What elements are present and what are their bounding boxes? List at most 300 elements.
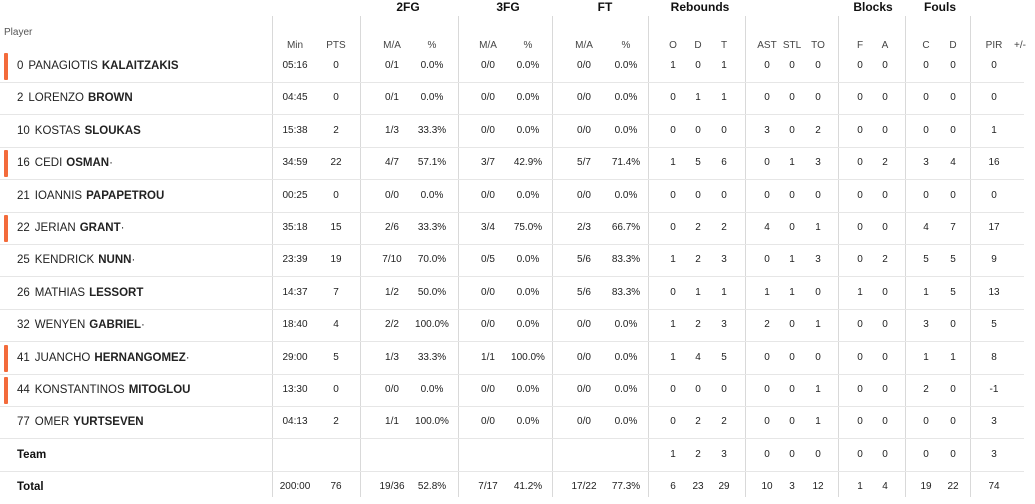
player-first-name: MATHIAS xyxy=(34,287,86,299)
column-header-reb-t[interactable]: T xyxy=(720,40,728,51)
cell-blk-f: 0 xyxy=(857,319,863,330)
cell-3fg-pct: 0.0% xyxy=(516,384,540,395)
cell-min: 14:37 xyxy=(282,287,308,298)
cell-2fg-ma: 0/0 xyxy=(385,384,399,395)
cell-reb-t: 3 xyxy=(721,319,727,330)
cell-ft-ma: 0/0 xyxy=(577,384,591,395)
cell-reb-d: 2 xyxy=(695,319,701,330)
player-last-name: PAPAPETROU xyxy=(86,190,165,202)
cell-3fg-ma: 0/0 xyxy=(481,60,495,71)
cell-pir: 1 xyxy=(991,125,997,136)
cell-min: 35:18 xyxy=(282,222,308,233)
column-header-reb-d[interactable]: D xyxy=(694,40,702,51)
cell-to: 0 xyxy=(815,449,821,460)
cell-min: 05:16 xyxy=(282,60,308,71)
cell-foul-d: 7 xyxy=(950,222,956,233)
cell-ft-pct xyxy=(604,439,648,471)
cell-reb-o: 0 xyxy=(670,190,676,201)
cell-min: 13:30 xyxy=(282,384,308,395)
cell-stl: 0 xyxy=(789,222,795,233)
cell-2fg-pct: 52.8% xyxy=(417,481,447,492)
cell-foul-c: 1 xyxy=(923,352,929,363)
cell-pir: 74 xyxy=(988,481,1000,492)
cell-reb-t: 6 xyxy=(721,157,727,168)
cell-blk-a: 0 xyxy=(882,319,888,330)
cell-3fg-ma: 0/0 xyxy=(481,125,495,136)
cell-pts: 0 xyxy=(333,384,339,395)
cell-ast: 0 xyxy=(764,92,770,103)
player-first-name: LORENZO xyxy=(28,92,84,104)
cell-min: 200:00 xyxy=(279,481,311,492)
column-header-stl[interactable]: STL xyxy=(782,40,802,51)
player-last-name: GRANT xyxy=(79,222,121,234)
cell-pir: 3 xyxy=(991,416,997,427)
cell-blk-f: 0 xyxy=(857,92,863,103)
cell-2fg-pct: 100.0% xyxy=(415,319,449,330)
cell-blk-a: 0 xyxy=(882,125,888,136)
cell-to: 1 xyxy=(815,222,821,233)
cell-blk-f: 0 xyxy=(857,254,863,265)
cell-3fg-pct: 0.0% xyxy=(516,319,540,330)
cell-reb-o: 0 xyxy=(670,384,676,395)
cell-reb-d: 0 xyxy=(695,384,701,395)
cell-foul-c: 3 xyxy=(923,319,929,330)
cell-stl: 0 xyxy=(789,384,795,395)
player-name[interactable] xyxy=(17,180,164,212)
cell-3fg-pct: 0.0% xyxy=(516,125,540,136)
cell-to: 1 xyxy=(815,319,821,330)
cell-ft-pct: 83.3% xyxy=(611,254,641,265)
cell-2fg-ma: 0/1 xyxy=(385,92,399,103)
cell-stl: 0 xyxy=(789,416,795,427)
cell-ft-ma: 0/0 xyxy=(577,92,591,103)
player-row[interactable] xyxy=(0,180,1024,213)
cell-blk-a: 2 xyxy=(882,254,888,265)
cell-2fg-pct: 33.3% xyxy=(417,352,447,363)
cell-2fg-pct: 70.0% xyxy=(417,254,447,265)
column-header-foul-d[interactable]: D xyxy=(949,40,957,51)
cell-foul-d: 5 xyxy=(950,254,956,265)
cell-ft-ma: 0/0 xyxy=(577,190,591,201)
cell-stl: 3 xyxy=(789,481,795,492)
cell-2fg-pct: 100.0% xyxy=(415,416,449,427)
cell-3fg-ma: 3/7 xyxy=(481,157,495,168)
cell-blk-f: 0 xyxy=(857,190,863,201)
cell-foul-d: 0 xyxy=(950,125,956,136)
player-number: 26 xyxy=(17,287,30,299)
player-last-name: MITOGLOU xyxy=(128,384,191,396)
cell-2fg-pct: 0.0% xyxy=(420,190,444,201)
player-mark: · xyxy=(185,352,190,364)
cell-reb-t: 1 xyxy=(721,287,727,298)
cell-ast: 10 xyxy=(761,481,773,492)
player-row[interactable] xyxy=(0,277,1024,310)
cell-3fg-pct: 0.0% xyxy=(516,287,540,298)
cell-pir: 5 xyxy=(991,319,997,330)
cell-blk-a: 0 xyxy=(882,384,888,395)
cell-reb-d: 2 xyxy=(695,449,701,460)
cell-foul-d: 0 xyxy=(950,319,956,330)
cell-3fg-pct: 100.0% xyxy=(511,352,545,363)
cell-blk-f: 0 xyxy=(857,222,863,233)
player-row[interactable] xyxy=(0,244,1024,277)
cell-reb-d: 2 xyxy=(695,254,701,265)
cell-pts: 2 xyxy=(333,416,339,427)
cell-blk-f: 0 xyxy=(857,60,863,71)
cell-3fg-pct: 0.0% xyxy=(516,254,540,265)
player-last-name: KALAITZAKIS xyxy=(101,60,179,72)
cell-foul-c: 0 xyxy=(923,416,929,427)
cell-ft-ma: 5/6 xyxy=(577,254,591,265)
cell-foul-d: 0 xyxy=(950,92,956,103)
group-header-ft: FT xyxy=(597,0,613,14)
player-row[interactable] xyxy=(0,342,1024,375)
cell-3fg-ma: 3/4 xyxy=(481,222,495,233)
player-last-name: SLOUKAS xyxy=(84,125,141,137)
cell-ft-pct: 0.0% xyxy=(614,60,638,71)
team-row xyxy=(0,439,1024,472)
cell-pir: 0 xyxy=(991,190,997,201)
player-last-name: BROWN xyxy=(88,92,133,104)
column-header-ast[interactable]: AST xyxy=(757,40,777,51)
cell-2fg-pct: 0.0% xyxy=(420,92,444,103)
cell-reb-o: 1 xyxy=(670,254,676,265)
group-header-rebounds: Rebounds xyxy=(670,0,730,14)
player-number: 41 xyxy=(17,352,30,364)
cell-reb-t: 0 xyxy=(721,190,727,201)
cell-blk-f: 0 xyxy=(857,384,863,395)
cell-blk-a: 0 xyxy=(882,222,888,233)
total-label: Total xyxy=(17,481,44,493)
cell-2fg-pct: 33.3% xyxy=(417,222,447,233)
column-header-2fg-pct[interactable]: % xyxy=(427,40,437,51)
column-header-to[interactable]: TO xyxy=(811,40,825,51)
cell-blk-a: 0 xyxy=(882,190,888,201)
player-number: 16 xyxy=(17,157,30,169)
cell-foul-c: 0 xyxy=(923,190,929,201)
cell-reb-t: 2 xyxy=(721,222,727,233)
cell-2fg-ma: 1/3 xyxy=(385,352,399,363)
cell-2fg-ma xyxy=(370,439,414,471)
cell-reb-o: 0 xyxy=(670,287,676,298)
player-first-name: KONSTANTINOS xyxy=(34,384,125,396)
cell-blk-a: 0 xyxy=(882,287,888,298)
cell-pts: 22 xyxy=(330,157,342,168)
cell-reb-o: 1 xyxy=(670,319,676,330)
cell-ft-ma: 0/0 xyxy=(577,416,591,427)
cell-2fg-pct: 0.0% xyxy=(420,384,444,395)
cell-reb-d: 4 xyxy=(695,352,701,363)
player-name[interactable] xyxy=(17,115,141,147)
cell-ft-ma: 0/0 xyxy=(577,352,591,363)
cell-3fg-pct: 0.0% xyxy=(516,92,540,103)
starter-marker xyxy=(4,150,8,177)
player-mark: · xyxy=(109,157,113,169)
cell-ft-pct: 0.0% xyxy=(614,384,638,395)
cell-reb-t: 29 xyxy=(718,481,730,492)
cell-stl: 0 xyxy=(789,449,795,460)
cell-stl: 1 xyxy=(789,254,795,265)
cell-pir: 8 xyxy=(991,352,997,363)
cell-blk-f: 0 xyxy=(857,416,863,427)
starter-marker xyxy=(4,215,8,242)
cell-reb-d: 23 xyxy=(692,481,704,492)
group-header-3fg: 3FG xyxy=(496,0,520,14)
cell-foul-d: 4 xyxy=(950,157,956,168)
cell-pts xyxy=(314,439,358,471)
cell-reb-d: 2 xyxy=(695,416,701,427)
cell-ft-pct: 0.0% xyxy=(614,125,638,136)
cell-to: 3 xyxy=(815,157,821,168)
column-header-ft-ma[interactable]: M/A xyxy=(575,40,593,51)
cell-stl: 0 xyxy=(789,352,795,363)
cell-ft-ma: 5/6 xyxy=(577,287,591,298)
cell-min: 34:59 xyxy=(282,157,308,168)
player-mark: · xyxy=(120,222,125,234)
column-header-3fg-ma[interactable]: M/A xyxy=(479,40,497,51)
total-row xyxy=(0,471,1024,504)
cell-2fg-pct: 50.0% xyxy=(417,287,447,298)
cell-pts: 19 xyxy=(330,254,342,265)
cell-foul-c: 0 xyxy=(923,125,929,136)
cell-ft-pct: 0.0% xyxy=(614,416,638,427)
player-name[interactable] xyxy=(17,147,113,179)
cell-to: 12 xyxy=(812,481,824,492)
player-row[interactable] xyxy=(0,147,1024,180)
player-first-name: IOANNIS xyxy=(34,190,83,202)
cell-reb-t: 3 xyxy=(721,449,727,460)
player-row[interactable] xyxy=(0,374,1024,407)
cell-reb-o: 0 xyxy=(670,125,676,136)
cell-min: 00:25 xyxy=(282,190,308,201)
group-header-fouls: Fouls xyxy=(924,0,956,14)
cell-min: 23:39 xyxy=(282,254,308,265)
cell-stl: 1 xyxy=(789,287,795,298)
cell-ft-ma: 0/0 xyxy=(577,60,591,71)
cell-ft-ma xyxy=(562,439,606,471)
player-row[interactable] xyxy=(0,406,1024,439)
cell-pir: 16 xyxy=(988,157,1000,168)
cell-reb-o: 1 xyxy=(670,60,676,71)
player-first-name: OMER xyxy=(34,416,70,428)
player-number: 0 xyxy=(17,60,24,72)
cell-pir: 3 xyxy=(991,449,997,460)
column-header-2fg-ma[interactable]: M/A xyxy=(383,40,401,51)
cell-pts: 0 xyxy=(333,190,339,201)
cell-reb-t: 0 xyxy=(721,384,727,395)
cell-ast: 0 xyxy=(764,190,770,201)
cell-foul-d: 22 xyxy=(947,481,959,492)
cell-pir: 0 xyxy=(991,92,997,103)
column-header-ft-pct[interactable]: % xyxy=(621,40,631,51)
cell-min: 04:45 xyxy=(282,92,308,103)
cell-reb-t: 3 xyxy=(721,254,727,265)
column-header-blk-f[interactable]: F xyxy=(856,40,864,51)
cell-reb-o: 1 xyxy=(670,157,676,168)
cell-2fg-ma: 2/6 xyxy=(385,222,399,233)
cell-pir: 13 xyxy=(988,287,1000,298)
group-header-2fg: 2FG xyxy=(396,0,420,14)
cell-blk-a: 0 xyxy=(882,92,888,103)
cell-3fg-pct: 42.9% xyxy=(513,157,543,168)
cell-foul-c: 2 xyxy=(923,384,929,395)
player-row[interactable] xyxy=(0,212,1024,245)
player-name[interactable] xyxy=(17,406,144,438)
cell-stl: 0 xyxy=(789,190,795,201)
cell-ft-pct: 83.3% xyxy=(611,287,641,298)
player-first-name: KOSTAS xyxy=(34,125,81,137)
cell-ast: 0 xyxy=(764,449,770,460)
cell-pir: 17 xyxy=(988,222,1000,233)
cell-to: 1 xyxy=(815,416,821,427)
cell-to: 3 xyxy=(815,254,821,265)
column-header-pts[interactable]: PTS xyxy=(326,40,346,51)
cell-3fg-ma: 0/0 xyxy=(481,384,495,395)
cell-reb-d: 0 xyxy=(695,190,701,201)
player-first-name: CEDI xyxy=(34,157,63,169)
player-mark: · xyxy=(131,254,136,266)
column-header-min[interactable]: Min xyxy=(286,40,304,51)
cell-2fg-ma: 1/1 xyxy=(385,416,399,427)
cell-to: 0 xyxy=(815,190,821,201)
cell-ft-ma: 2/3 xyxy=(577,222,591,233)
cell-stl: 1 xyxy=(789,157,795,168)
team-label: Team xyxy=(17,449,47,461)
cell-min: 04:13 xyxy=(282,416,308,427)
cell-foul-c: 0 xyxy=(923,60,929,71)
cell-reb-t: 5 xyxy=(721,352,727,363)
player-row[interactable] xyxy=(0,50,1024,83)
player-name[interactable] xyxy=(17,309,145,341)
player-row[interactable] xyxy=(0,309,1024,342)
player-name[interactable] xyxy=(17,277,143,309)
column-header-plusminus[interactable]: +/- xyxy=(1014,40,1026,51)
cell-pir: 0 xyxy=(991,60,997,71)
cell-reb-d: 0 xyxy=(695,125,701,136)
cell-2fg-ma: 0/0 xyxy=(385,190,399,201)
cell-ft-pct: 0.0% xyxy=(614,319,638,330)
column-header-3fg-pct[interactable]: % xyxy=(523,40,533,51)
cell-3fg-ma xyxy=(466,439,510,471)
player-number: 44 xyxy=(17,384,30,396)
cell-ast: 0 xyxy=(764,157,770,168)
cell-foul-c: 1 xyxy=(923,287,929,298)
cell-ast: 4 xyxy=(764,222,770,233)
cell-blk-f: 1 xyxy=(857,287,863,298)
cell-to: 0 xyxy=(815,287,821,298)
cell-foul-d: 0 xyxy=(950,416,956,427)
cell-to: 2 xyxy=(815,125,821,136)
cell-ft-pct: 0.0% xyxy=(614,352,638,363)
cell-foul-d: 0 xyxy=(950,449,956,460)
player-name[interactable] xyxy=(17,212,124,244)
player-first-name: KENDRICK xyxy=(34,254,95,266)
cell-pts: 4 xyxy=(333,319,339,330)
player-first-name: JUANCHO xyxy=(34,352,91,364)
player-last-name: NUNN xyxy=(98,254,132,266)
cell-stl: 0 xyxy=(789,319,795,330)
starter-marker xyxy=(4,377,8,404)
cell-2fg-pct: 57.1% xyxy=(417,157,447,168)
cell-min: 29:00 xyxy=(282,352,308,363)
cell-3fg-ma: 0/5 xyxy=(481,254,495,265)
cell-to: 0 xyxy=(815,92,821,103)
cell-3fg-ma: 1/1 xyxy=(481,352,495,363)
cell-blk-a: 0 xyxy=(882,352,888,363)
player-name[interactable] xyxy=(17,82,133,114)
column-header-pir[interactable]: PIR xyxy=(985,40,1003,51)
cell-blk-f: 0 xyxy=(857,449,863,460)
player-row[interactable] xyxy=(0,115,1024,148)
cell-foul-c: 3 xyxy=(923,157,929,168)
cell-foul-c: 0 xyxy=(923,92,929,103)
cell-min: 15:38 xyxy=(282,125,308,136)
cell-ast: 2 xyxy=(764,319,770,330)
cell-blk-f: 0 xyxy=(857,157,863,168)
cell-ast: 0 xyxy=(764,384,770,395)
starter-marker xyxy=(4,53,8,80)
cell-foul-c: 19 xyxy=(920,481,932,492)
player-name[interactable] xyxy=(17,244,135,276)
cell-3fg-ma: 0/0 xyxy=(481,319,495,330)
column-header-reb-o[interactable]: O xyxy=(669,40,677,51)
cell-2fg-ma: 7/10 xyxy=(382,254,402,265)
cell-2fg-ma: 2/2 xyxy=(385,319,399,330)
cell-ft-pct: 77.3% xyxy=(611,481,641,492)
cell-3fg-ma: 0/0 xyxy=(481,190,495,201)
group-header-blocks: Blocks xyxy=(853,0,893,14)
cell-foul-c: 5 xyxy=(923,254,929,265)
cell-pts: 15 xyxy=(330,222,342,233)
player-number: 22 xyxy=(17,222,30,234)
cell-pts: 5 xyxy=(333,352,339,363)
player-column-header: Player xyxy=(4,27,33,38)
player-name[interactable] xyxy=(17,342,190,374)
player-first-name: JERIAN xyxy=(34,222,76,234)
cell-2fg-ma: 19/36 xyxy=(379,481,405,492)
cell-3fg-ma: 0/0 xyxy=(481,287,495,298)
cell-reb-o: 1 xyxy=(670,352,676,363)
cell-reb-o: 0 xyxy=(670,92,676,103)
cell-ast: 0 xyxy=(764,416,770,427)
cell-2fg-pct: 0.0% xyxy=(420,60,444,71)
cell-ft-pct: 66.7% xyxy=(611,222,641,233)
cell-to: 0 xyxy=(815,352,821,363)
cell-2fg-ma: 1/2 xyxy=(385,287,399,298)
cell-blk-f: 0 xyxy=(857,125,863,136)
player-number: 21 xyxy=(17,190,30,202)
player-row[interactable] xyxy=(0,82,1024,115)
player-last-name: YURTSEVEN xyxy=(73,416,144,428)
cell-stl: 0 xyxy=(789,125,795,136)
cell-blk-a: 2 xyxy=(882,157,888,168)
player-name[interactable] xyxy=(17,374,190,406)
cell-2fg-pct xyxy=(410,439,454,471)
cell-pts: 0 xyxy=(333,92,339,103)
cell-blk-f: 1 xyxy=(857,481,863,492)
cell-reb-t: 1 xyxy=(721,60,727,71)
cell-stl: 0 xyxy=(789,92,795,103)
cell-ft-ma: 17/22 xyxy=(571,481,597,492)
player-number: 32 xyxy=(17,319,30,331)
column-header-blk-a[interactable]: A xyxy=(881,40,889,51)
cell-ast: 1 xyxy=(764,287,770,298)
cell-ast: 0 xyxy=(764,60,770,71)
cell-3fg-pct xyxy=(506,439,550,471)
cell-foul-d: 5 xyxy=(950,287,956,298)
column-header-foul-c[interactable]: C xyxy=(922,40,930,51)
player-name[interactable] xyxy=(17,50,179,82)
